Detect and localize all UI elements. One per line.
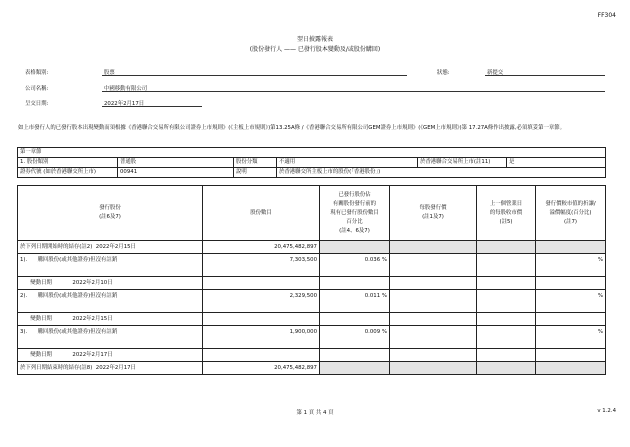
share-classification-label: 股份分類: [234, 158, 277, 168]
share-classification-value: 不適用: [277, 158, 418, 168]
section1-info-table: [17, 147, 606, 178]
form-version: v 1.2.4: [597, 408, 616, 414]
event-change-row-3: [18, 349, 606, 362]
listed-label: 於香港聯合交易所上市(註11): [418, 158, 507, 168]
event-row-3: [18, 326, 606, 349]
event-change-row-2: [18, 313, 606, 326]
opening-balance-label: 於下列日期開始時的結存(註2): [20, 243, 93, 250]
event-number: 2).: [20, 293, 28, 299]
event-discount: %: [536, 290, 606, 313]
header-issued-shares: 發行股份 (註6及7): [18, 186, 203, 241]
intro-paragraph: 如上市發行人的已發行股本出現變動而須根據《香港聯合交易所有限公司證券上市規則》(《主板上市規則》)第13.25A條 /《香港聯合交易所有限公司GEM證券上市規則》(《GEM上市規則》)第 17.27A條作出披露,必須填妥第一章節。: [18, 125, 566, 131]
share-class-value: 普通股: [118, 158, 234, 168]
change-date-label: 變動日期: [30, 315, 52, 322]
event-number: 3).: [20, 329, 28, 335]
opening-balance-shares: 20,475,482,897: [203, 241, 320, 254]
status-value: 新提交: [487, 70, 504, 76]
change-date-label: 變動日期: [30, 351, 52, 358]
form-code: FF304: [597, 12, 616, 19]
header-discount: 發行價較市值的折讓/ 溢價幅度(百分比) (註7): [536, 186, 606, 241]
event-row-1: [18, 254, 606, 277]
section1-title: 第一章節: [18, 148, 606, 158]
event-description: 購回股份(或其他證券)但沒有註銷: [37, 329, 118, 335]
event-percentage: 0.036 %: [320, 254, 390, 277]
opening-balance-date: 2022年2月15日: [95, 243, 136, 250]
page-title: 翌日披露報表: [296, 36, 333, 43]
share-class-label: 1. 股份類別: [18, 158, 118, 168]
form-class-underline: [102, 75, 407, 76]
closing-balance-date: 2022年2月17日: [95, 364, 136, 371]
change-date-value: 2022年2月17日: [72, 351, 113, 358]
closing-balance-row: [18, 362, 606, 375]
header-issue-price: 每股發行價 (註1及7): [390, 186, 477, 241]
closing-balance-shares: 20,475,482,897: [203, 362, 320, 375]
event-description: 購回股份(或其他證券)但沒有註銷: [37, 293, 118, 299]
event-row-2: [18, 290, 606, 313]
event-discount: %: [536, 326, 606, 349]
event-change-row-1: [18, 277, 606, 290]
header-share-count: 股份數目: [203, 186, 320, 241]
header-closing-price: 上一個營業日 的每股收市價 (註5): [477, 186, 536, 241]
opening-balance-row: [18, 241, 606, 254]
change-date-value: 2022年2月15日: [72, 315, 113, 322]
event-shares: 2,329,500: [203, 290, 320, 313]
company-underline: [102, 91, 605, 92]
event-shares: 1,900,000: [203, 326, 320, 349]
description-label: 說明: [234, 168, 277, 178]
company-label: 公司名稱:: [25, 86, 49, 92]
status-underline: [485, 75, 605, 76]
submit-date-value: 2022年2月17日: [104, 101, 145, 107]
event-discount: %: [536, 254, 606, 277]
stock-code-label: 證券代號 (如於香港聯交所上市): [18, 168, 118, 178]
share-changes-table: [17, 185, 606, 375]
event-shares: 7,303,500: [203, 254, 320, 277]
event-description: 購回股份(或其他證券)但沒有註銷: [37, 257, 118, 263]
header-percentage: 已發行股份佔 有關股份發行前的 現有已發行股份數目 百分比 (註4、6及7): [320, 186, 390, 241]
listed-value: 是: [507, 158, 606, 168]
change-date-label: 變動日期: [30, 279, 52, 286]
event-number: 1).: [20, 257, 28, 263]
company-value: 中國移動有限公司: [104, 86, 148, 92]
form-class-value: 股票: [104, 70, 115, 76]
page-number: 第 1 頁 共 4 頁: [296, 410, 334, 416]
page-subtitle: (股份發行人 —— 已發行股本變動及/或股份購回): [249, 46, 381, 53]
stock-code-value: 00941: [118, 168, 234, 178]
event-percentage: 0.009 %: [320, 326, 390, 349]
closing-balance-label: 於下列日期結束時的結存(註8): [20, 364, 93, 371]
submit-date-underline: [102, 106, 202, 107]
event-percentage: 0.011 %: [320, 290, 390, 313]
change-date-value: 2022年2月10日: [72, 279, 113, 286]
status-label: 狀態:: [437, 70, 450, 76]
form-class-label: 表格類別:: [25, 70, 49, 76]
submit-date-label: 呈交日期:: [25, 101, 49, 107]
description-value: 於香港聯交所主板上市的股份(「香港股份」): [277, 168, 606, 178]
